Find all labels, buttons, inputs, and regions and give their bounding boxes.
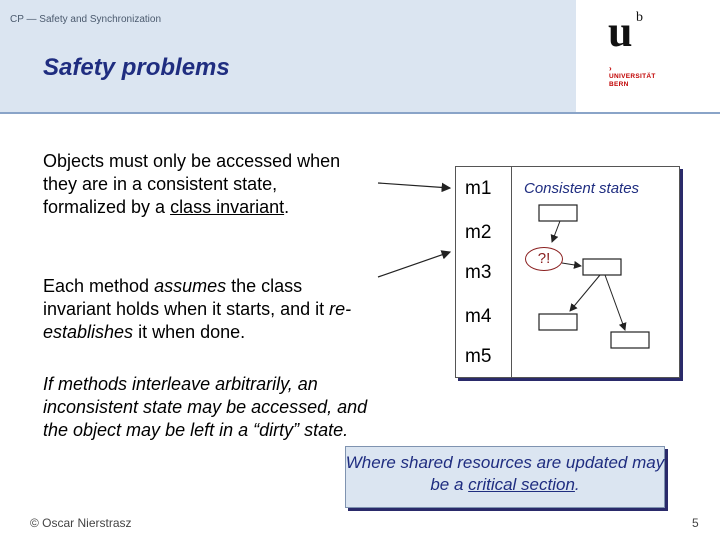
method-m4: m4 (465, 306, 492, 327)
arrow-m3 (378, 252, 450, 277)
page-number: 5 (692, 516, 699, 530)
breadcrumb: CP — Safety and Synchronization (10, 14, 162, 25)
critical-section-link: critical section (468, 475, 575, 494)
state-box-3 (539, 314, 577, 330)
state-box-4 (611, 332, 649, 348)
method-m1: m1 (465, 178, 492, 199)
logo-institution: UNIVERSITÄT BERN (609, 73, 656, 89)
arrow-m1 (378, 183, 450, 188)
method-m3: m3 (465, 262, 492, 283)
transition-3 (570, 275, 600, 311)
class-invariant-link: class invariant (170, 197, 285, 217)
logo-mark-icon: › (609, 64, 612, 73)
paragraph-method-assumes: Each method assumes the class invariant holds when it starts, and it re-establishes it when done. (43, 276, 352, 342)
paragraph-interleave: If methods interleave arbitrarily, an inconsistent state may be accessed, and the object may be left in a “dirty” state. (43, 374, 368, 440)
callout-text: Where shared resources are updated may be a critical section. (345, 453, 665, 494)
method-m5: m5 (465, 346, 492, 367)
footer-author: © Oscar Nierstrasz (30, 516, 132, 530)
method-m2: m2 (465, 222, 492, 243)
transition-4 (605, 275, 625, 330)
transition-2 (562, 263, 581, 266)
paragraph-invariant: Objects must only be accessed when they are in a consistent state, formalized by a class invariant. (43, 151, 341, 217)
state-box-1 (539, 205, 577, 221)
slide-title: Safety problems (43, 54, 230, 81)
logo-b: b (636, 10, 643, 25)
inconsistent-state-bubble: ?! (525, 247, 563, 271)
state-box-2 (583, 259, 621, 275)
logo-u: u (608, 7, 633, 56)
consistent-states-label: Consistent states (524, 180, 640, 197)
transition-1 (552, 221, 560, 242)
